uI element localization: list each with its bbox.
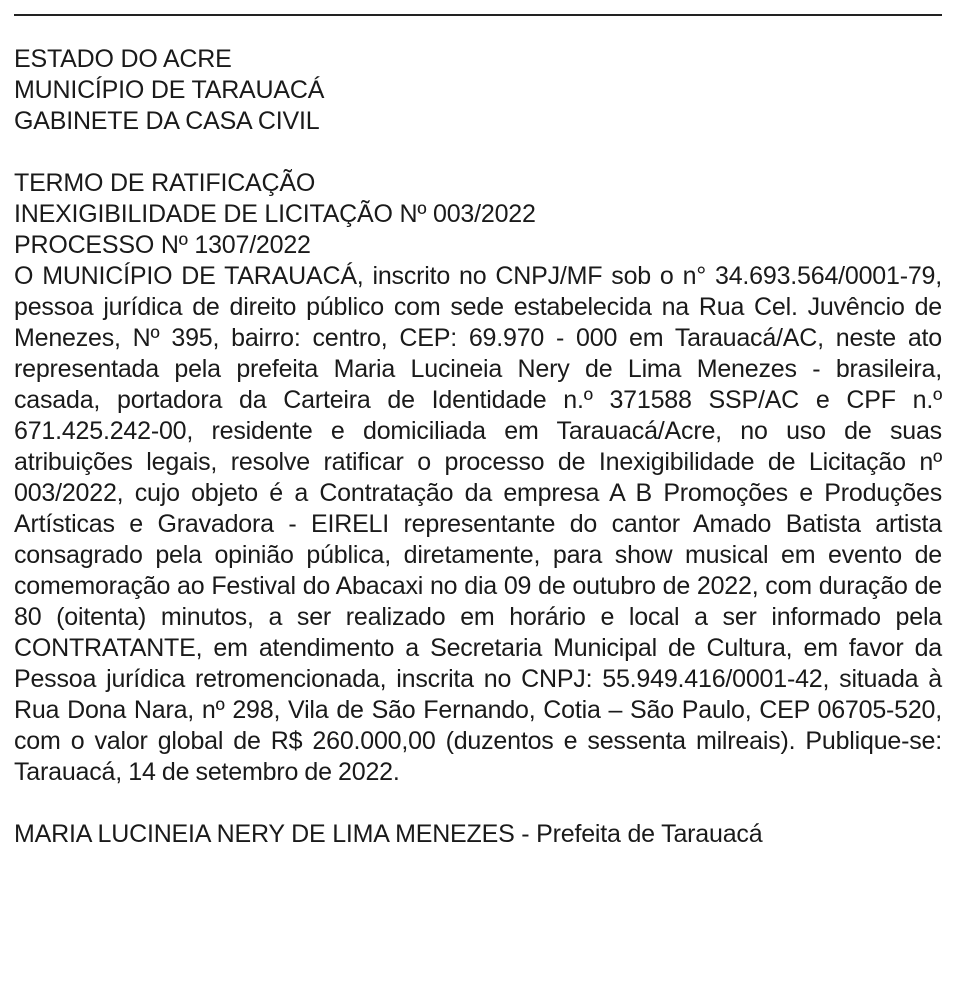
signature-line: MARIA LUCINEIA NERY DE LIMA MENEZES - Prefeita de Tarauacá	[14, 820, 763, 848]
document-title: TERMO DE RATIFICAÇÃO	[14, 169, 316, 197]
spacer	[14, 137, 942, 168]
inexigibility-number: INEXIGIBILIDADE DE LICITAÇÃO Nº 003/2022	[14, 200, 536, 228]
spacer	[14, 788, 942, 819]
top-divider	[14, 14, 942, 16]
document-body: O MUNICÍPIO DE TARAUACÁ, inscrito no CNPJ/MF sob o n° 34.693.564/0001-79, pessoa jurídica de direito público com sede estabelecida na Rua Cel. Juvêncio de Menezes, Nº 395, bairro: centro, CEP: 69.970 - 000 em Tarauacá/AC, neste ato representada pela prefeita Maria Lucineia Nery de Lima Menezes - brasileira, casada, portadora da Carteira de Identidade n.º 371588 SSP/AC e CPF n.º 671.425.242-00, residente e domiciliada em Tarauacá/Acre, no uso de suas atribuições legais, resolve ratificar o processo de Inexigibilidade de Licitação nº 003/2022, cujo objeto é a Contratação da empresa A B Promoções e Produções Artísticas e Gravadora - EIRELI representante do cantor Amado Batista artista consagrado pela opinião pública, diretamente, para show musical em evento de comemoração ao Festival do Abacaxi no dia 09 de outubro de 2022, com duração de 80 (oitenta) minutos, a ser realizado em horário e local a ser informado pela CONTRATANTE, em atendimento a Secretaria Municipal de Cultura, em favor da Pessoa jurídica retromencionada, inscrita no CNPJ: 55.949.416/0001-42, situada à Rua Dona Nara, nº 298, Vila de São Fernando, Cotia – São Paulo, CEP 06705-520, com o valor global de R$ 260.000,00 (duzentos e sessenta milreais). Publique-se: Tarauacá, 14 de setembro de 2022.	[14, 262, 942, 786]
header-municipality: MUNICÍPIO DE TARAUACÁ	[14, 76, 325, 104]
header-office: GABINETE DA CASA CIVIL	[14, 107, 320, 135]
process-number: PROCESSO Nº 1307/2022	[14, 231, 311, 259]
header-state: ESTADO DO ACRE	[14, 45, 232, 73]
document	[14, 44, 942, 850]
